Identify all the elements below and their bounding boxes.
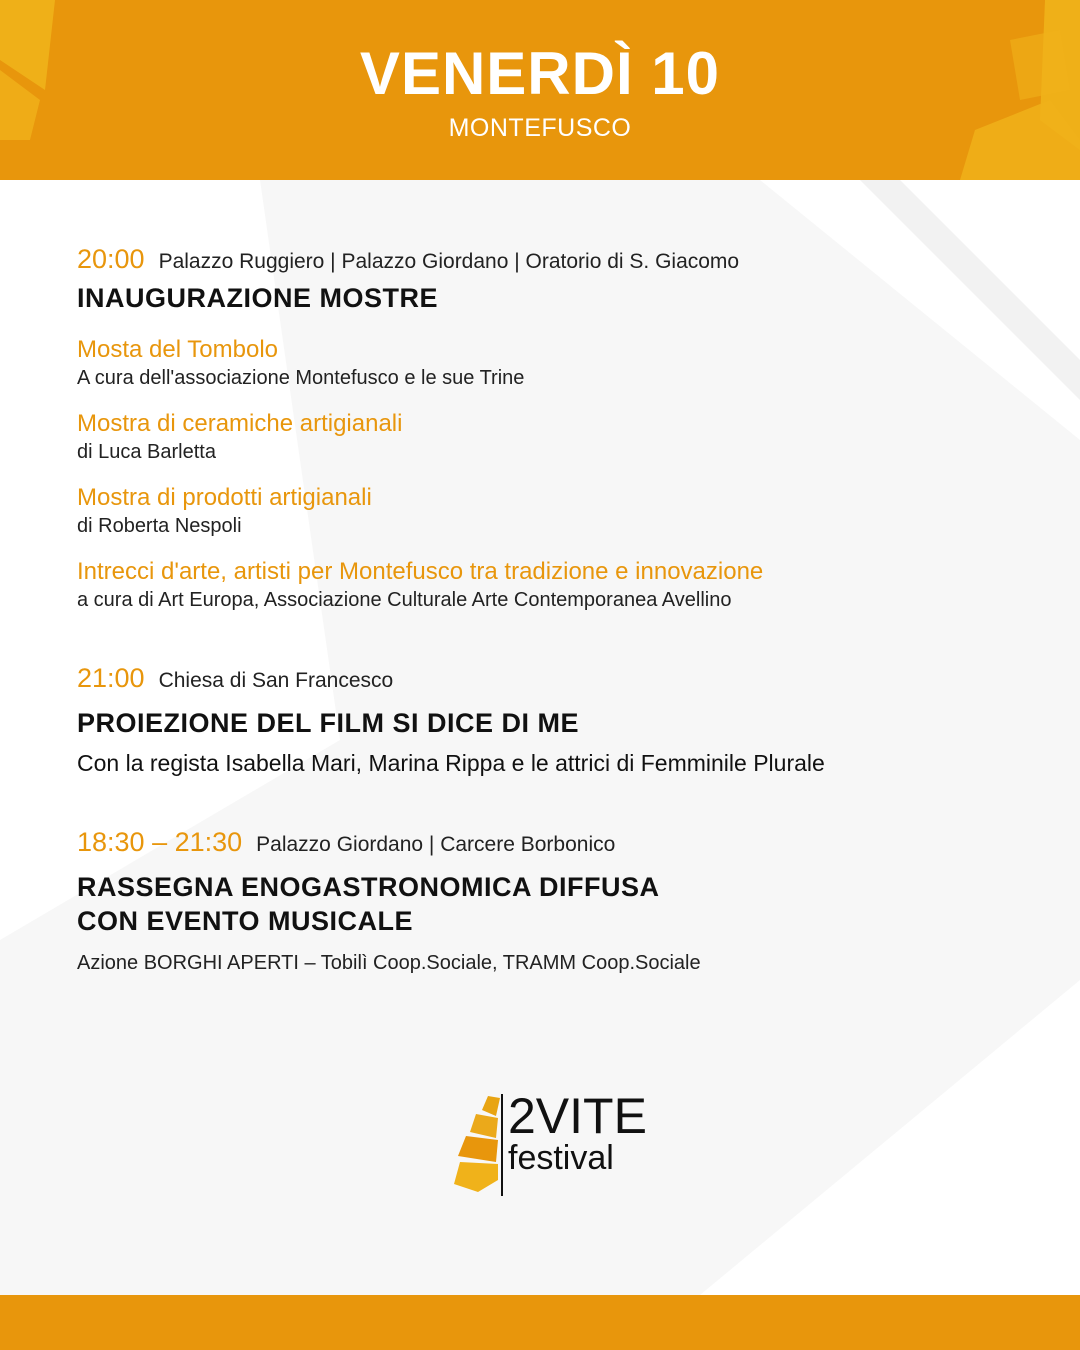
event-title [77, 870, 1037, 938]
event-header [77, 827, 1037, 858]
event-location: Palazzo Ruggiero | Palazzo Giordano | Oratorio di S. Giacomo [158, 250, 740, 273]
exhibit-title: Intrecci d'arte, artisti per Montefusco tra tradizione e innovazione [77, 558, 764, 585]
exhibit-desc: di Luca Barletta [77, 441, 216, 463]
event-title: INAUGURAZIONE MOSTRE [77, 283, 438, 313]
program-list [77, 244, 1037, 975]
logo-subtext: festival [508, 1139, 614, 1177]
footer-bar [0, 1295, 1080, 1350]
event-location: Palazzo Giordano | Carcere Borbonico [256, 833, 616, 856]
exhibit-item [77, 335, 1037, 391]
ginkgo-leaf-icon [452, 1092, 508, 1202]
event-proiezione [77, 663, 1037, 777]
event-header [77, 244, 1037, 275]
event-description: Con la regista Isabella Mari, Marina Rippa e le attrici di Femminile Plurale [77, 750, 825, 776]
exhibit-desc: a cura di Art Europa, Associazione Culturale Arte Contemporanea Avellino [77, 589, 732, 611]
festival-logo [452, 1088, 652, 1202]
exhibit-desc: di Roberta Nespoli [77, 515, 242, 537]
event-time: 18:30 – 21:30 [77, 827, 243, 857]
exhibit-item [77, 557, 1037, 613]
event-note: Azione BORGHI APERTI – Tobilì Coop.Sociale, TRAMM Coop.Sociale [77, 952, 701, 974]
event-rassegna [77, 827, 1037, 975]
logo-text: 2VITE [508, 1088, 647, 1144]
exhibit-title: Mosta del Tombolo [77, 336, 278, 363]
exhibit-title: Mostra di ceramiche artigianali [77, 410, 403, 437]
event-inaugurazione [77, 244, 1037, 613]
event-title-line: RASSEGNA ENOGASTRONOMICA DIFFUSA [77, 872, 660, 902]
page-title: VENERDÌ 10 [359, 40, 721, 107]
event-title-line: CON EVENTO MUSICALE [77, 906, 414, 936]
exhibit-item [77, 409, 1037, 465]
event-time: 20:00 [77, 244, 145, 274]
event-title: PROIEZIONE DEL FILM SI DICE DI ME [77, 708, 580, 738]
exhibit-desc: A cura dell'associazione Montefusco e le sue Trine [77, 367, 525, 389]
exhibit-item [77, 483, 1037, 539]
exhibit-title: Mostra di prodotti artigianali [77, 484, 372, 511]
event-header [77, 663, 1037, 694]
header-banner [0, 0, 1080, 180]
event-location: Chiesa di San Francesco [158, 669, 394, 692]
page-subtitle: MONTEFUSCO [448, 114, 632, 142]
event-time: 21:00 [77, 663, 145, 693]
